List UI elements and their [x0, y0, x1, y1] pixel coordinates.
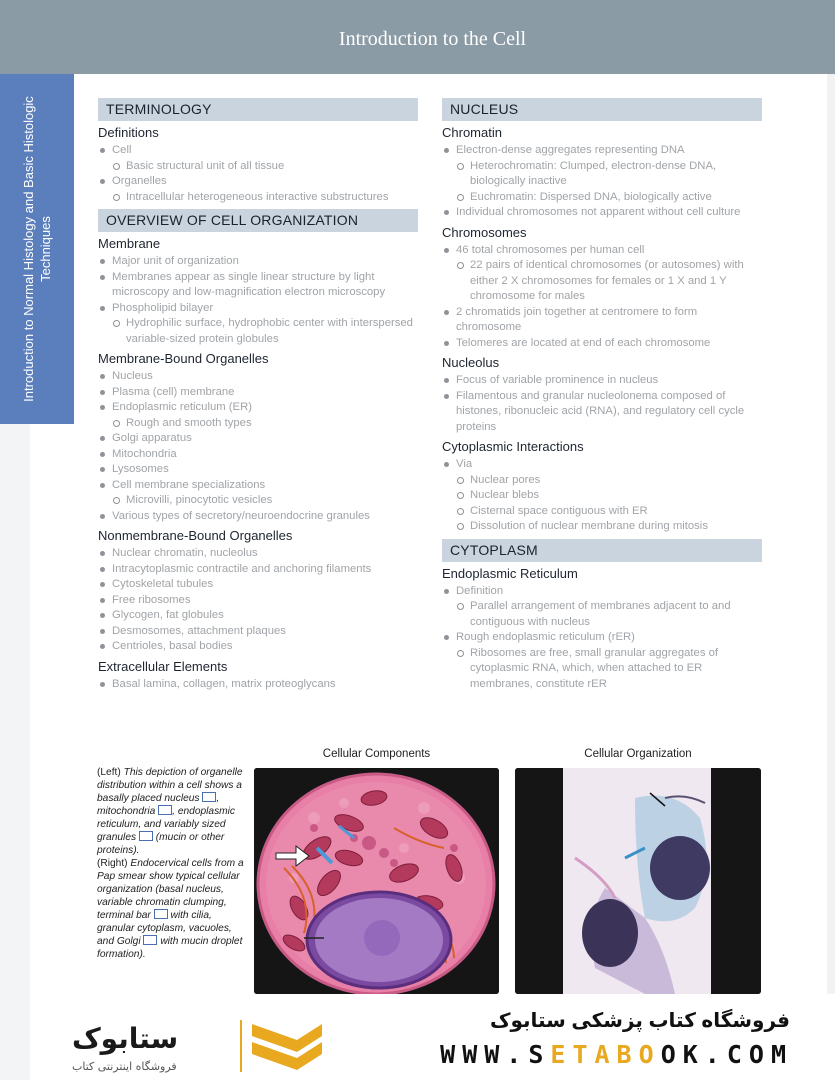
list-item [98, 593, 418, 609]
sub-list-item: Nuclear blebs [456, 488, 762, 504]
sub-list-item: Ribosomes are free, small granular aggregates of cytoplasmic RNA, which, when attached to ER membranes, constitute rER [456, 646, 762, 693]
list-item-text: Basal lamina, collagen, matrix proteoglycans [112, 677, 336, 690]
caption-left-text-b: , mitochondria [97, 793, 220, 817]
sub-list-item: Nuclear pores [456, 473, 762, 489]
caption-right-tag: (Right) [97, 858, 128, 869]
list-item-text: Centrioles, basal bodies [112, 640, 233, 652]
section-heading: OVERVIEW OF CELL ORGANIZATION [98, 209, 418, 232]
sub-list-item: Dissolution of nuclear membrane during mitosis [456, 519, 762, 535]
bullet-list [442, 243, 762, 352]
caption-left-text-c: , endoplasmic reticulum, and variably sized granules [97, 806, 236, 843]
left-strip-low [0, 424, 30, 1080]
list-item-text: Rough endoplasmic reticulum (rER) [456, 631, 635, 643]
subsection-heading: Chromosomes [442, 224, 527, 240]
chapter-tab-label: Introduction to Normal Histology and Basic Histologic Techniques [21, 96, 53, 402]
list-item-text: Lysosomes [112, 463, 169, 475]
list-item [98, 639, 418, 655]
section-heading: TERMINOLOGY [98, 98, 418, 121]
sub-bullet-list [456, 599, 762, 630]
list-item-text: Mitochondria [112, 447, 177, 460]
chapter-tab [0, 74, 74, 424]
list-item [98, 562, 418, 578]
list-item [442, 630, 762, 692]
arrow-icon [154, 909, 168, 919]
page-title: Introduction to the Cell [338, 28, 527, 50]
caption-left-text-d: (mucin or other proteins). [97, 832, 225, 856]
list-item-text: Individual chromosomes not apparent without cell culture [456, 206, 741, 218]
list-item [442, 457, 762, 535]
list-item-text: Desmosomes, attachment plaques [112, 624, 286, 637]
list-item-text: Major unit of organization [112, 255, 239, 267]
list-item [98, 431, 418, 447]
list-item-text: Cell membrane specializations [112, 478, 266, 491]
arrow-icon [202, 792, 216, 802]
subsection-heading: Cytoplasmic Interactions [442, 439, 584, 454]
micrograph-svg [515, 768, 761, 994]
bullet-list [442, 457, 762, 535]
subsection-heading: Nonmembrane-Bound Organelles [98, 528, 293, 543]
figure-left-title: Cellular Components [322, 748, 431, 760]
list-item [98, 270, 418, 301]
list-item [98, 509, 418, 525]
list-item [98, 608, 418, 624]
url-part-a: WWW.S [440, 1040, 551, 1069]
list-item-text: Nucleus [112, 370, 153, 382]
list-item-text: Electron-dense aggregates representing DNA [456, 144, 685, 156]
bullet-list [98, 143, 418, 205]
logo-svg [62, 1012, 332, 1080]
list-item [98, 143, 418, 174]
list-item-text: Nuclear chromatin, nucleolus [112, 547, 258, 559]
list-item-text: Via [456, 458, 473, 470]
cellular-organization-micrograph [515, 768, 761, 994]
sub-list-item: Heterochromatin: Clumped, electron-dense DNA, biologically inactive [456, 159, 762, 190]
sub-list-item: Parallel arrangement of membranes adjacent to and contiguous with nucleus [456, 599, 762, 630]
subsection-heading: Chromatin [442, 125, 502, 140]
list-item-text: Cytoskeletal tubules [112, 578, 214, 590]
list-item-text: Membranes appear as single linear structure by light microscopy and low-magnification electron microscopy [112, 270, 386, 298]
url-part-b: ETAB [550, 1040, 639, 1069]
list-item [442, 389, 762, 436]
list-item [442, 243, 762, 305]
list-item [442, 143, 762, 205]
shop-title: فروشگاه کتاب پزشکی ستابوک [489, 1010, 790, 1032]
sub-bullet-list [112, 316, 418, 347]
subsection-heading: Membrane-Bound Organelles [98, 351, 269, 366]
list-item-text: Filamentous and granular nucleolonema composed of histones, ribonucleic acid (RNA), and regulatory cell cycle proteins [456, 389, 745, 433]
sub-list-item: 22 pairs of identical chromosomes (or autosomes) with either 2 X chromosomes for females or 1 X and 1 Y chromosome for males [456, 258, 762, 305]
caption-left-text-a: This depiction of organelle distribution within a cell shows a basally placed nucleus [97, 767, 243, 804]
sub-list-item: Intracellular heterogeneous interactive substructures [112, 190, 418, 206]
list-item-text: Cell [112, 144, 132, 156]
list-item-text: Golgi apparatus [112, 432, 192, 444]
list-item [98, 546, 418, 562]
list-item [98, 254, 418, 270]
list-item [442, 305, 762, 336]
bullet-list [442, 143, 762, 221]
bullet-list [442, 373, 762, 435]
list-item [442, 373, 762, 389]
url-part-c: O [638, 1040, 661, 1069]
list-item-text: Intracytoplasmic contractile and anchoring filaments [112, 562, 372, 575]
list-item [98, 447, 418, 463]
sub-bullet-list [456, 258, 762, 305]
section-heading: NUCLEUS [442, 98, 762, 121]
sub-list-item: Microvilli, pinocytotic vesicles [112, 493, 418, 509]
list-item [98, 478, 418, 509]
list-item-text: 46 total chromosomes per human cell [456, 243, 645, 256]
list-item [442, 336, 762, 352]
header-band [0, 0, 835, 74]
list-item [98, 624, 418, 640]
list-item-text: Definition [456, 584, 504, 597]
logo-text: ستابوک [72, 1022, 179, 1055]
subsection-heading: Extracellular Elements [98, 658, 228, 674]
sub-list-item: Cisternal space contiguous with ER [456, 504, 762, 520]
list-item [98, 400, 418, 431]
subsection-heading: Definitions [98, 125, 159, 140]
list-item-text: Various types of secretory/neuroendocrine granules [112, 509, 370, 522]
list-item-text: Focus of variable prominence in nucleus [456, 374, 659, 386]
list-item-text: Telomeres are located at end of each chromosome [456, 336, 711, 349]
subsection-heading: Endoplasmic Reticulum [442, 565, 578, 581]
caption-right-text-c: with mucin droplet formation). [97, 936, 243, 960]
list-item-text: Glycogen, fat globules [112, 609, 224, 621]
url-part-d: OK.COM [660, 1040, 793, 1069]
cell-diagram-svg [254, 768, 499, 994]
sub-bullet-list [112, 493, 418, 509]
bullet-list [98, 677, 418, 693]
list-item [98, 174, 418, 205]
list-item [98, 301, 418, 348]
list-item [98, 577, 418, 593]
caption-right-text-a: Endocervical cells from a Pap smear show typical cellular organization (basal nucleus, variable chromatin clumping, terminal bar [97, 858, 244, 921]
right-edge [827, 74, 835, 1080]
sub-bullet-list [112, 159, 418, 175]
figure-caption [97, 766, 247, 961]
sub-bullet-list [112, 416, 418, 432]
sub-list-item: Rough and smooth types [112, 416, 418, 432]
subsection-heading: Nucleolus [442, 355, 500, 370]
caption-left-tag: (Left) [97, 767, 121, 778]
open-arrow-icon [139, 831, 153, 841]
list-item-text: Plasma (cell) membrane [112, 385, 235, 398]
sub-bullet-list [456, 473, 762, 535]
setabook-logo [62, 1012, 332, 1080]
logo-subtitle: فروشگاه اینترنتی کتاب [72, 1060, 177, 1073]
sub-list-item: Hydrophilic surface, hydrophobic center with interspersed variable-sized protein globules [112, 316, 418, 347]
list-item [98, 677, 418, 693]
cellular-components-illustration [254, 768, 499, 994]
list-item-text: Phospholipid bilayer [112, 301, 214, 314]
list-item [442, 205, 762, 221]
list-item [98, 385, 418, 401]
right-column [442, 98, 762, 696]
sub-bullet-list [456, 646, 762, 693]
shop-url[interactable] [428, 1040, 793, 1069]
list-item-text: 2 chromatids join together at centromere to form chromosome [456, 305, 698, 333]
list-item-text: Free ribosomes [112, 593, 191, 606]
subsection-heading: Membrane [98, 236, 161, 251]
sub-bullet-list [112, 190, 418, 206]
curved-arrow-icon [143, 935, 157, 945]
list-item [98, 369, 418, 385]
list-item-text: Endoplasmic reticulum (ER) [112, 401, 252, 413]
bullet-list [442, 584, 762, 693]
sub-list-item: Basic structural unit of all tissue [112, 159, 418, 175]
section-heading: CYTOPLASM [442, 539, 762, 562]
list-item [98, 462, 418, 478]
curved-arrow-icon [158, 805, 172, 815]
list-item-text: Organelles [112, 175, 167, 187]
left-column [98, 98, 418, 696]
bullet-list [98, 254, 418, 347]
list-item [442, 584, 762, 631]
caption-right-text-b: with cilia, granular cytoplasm, vacuoles, and Golgi [97, 910, 232, 947]
sub-list-item: Euchromatin: Dispersed DNA, biologically active [456, 190, 762, 206]
sub-bullet-list [456, 159, 762, 206]
figure-right-title: Cellular Organization [584, 748, 692, 760]
bullet-list [98, 546, 418, 655]
bullet-list [98, 369, 418, 524]
